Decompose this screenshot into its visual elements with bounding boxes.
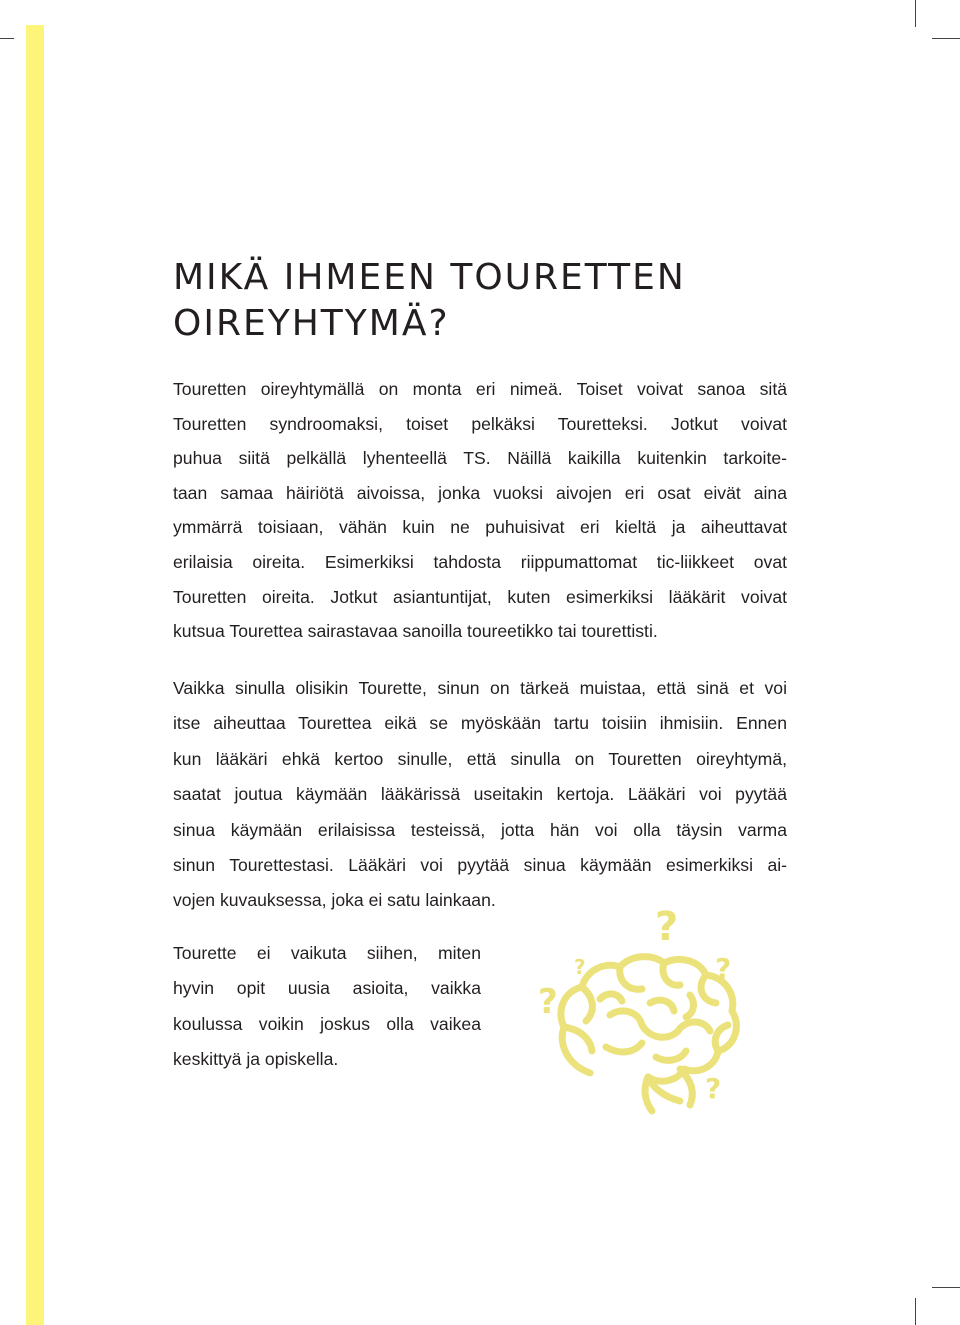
page-title-line: OIREYHTYMÄ? [173, 303, 450, 344]
brain-icon [530, 915, 770, 1115]
question-mark-icon: ? [574, 955, 586, 979]
paragraph-names-of-tourette [173, 372, 787, 649]
crop-mark-bottom-right-h [932, 1287, 960, 1288]
paragraph-line: taan samaa häiriötä aivoissa, jonka vuoksi aivojen eri osat eivät aina [173, 482, 787, 503]
paragraph-line: kun lääkäri ehkä kertoo sinulle, että sinulla on Touretten oireyhtymä, [173, 748, 787, 769]
paragraph-line: hyvin opit uusia asioita, vaikka [173, 978, 481, 999]
crop-mark-bottom-right-v [915, 1298, 916, 1325]
question-mark-icon: ? [655, 904, 679, 950]
yellow-margin-band [26, 25, 44, 1325]
question-mark-icon: ? [715, 952, 732, 985]
paragraph-line: Tourette ei vaikuta siihen, miten [173, 943, 481, 963]
paragraph-line: erilaisia oireita. Esimerkiksi tahdosta riippumattomat tic-liikkeet ovat [173, 551, 787, 572]
paragraph-line: Touretten oireita. Jotkut asiantuntijat, kuten esimerkiksi lääkärit voivat [173, 586, 787, 607]
paragraph-line: keskittyä ja opiskella. [173, 1049, 339, 1070]
paragraph-line: puhua siitä pelkällä lyhenteellä TS. Näillä kaikilla kuitenkin tarkoite- [173, 448, 787, 469]
paragraph-line: saatat joutua käymään lääkärissä useitakin kertoja. Lääkäri voi pyytää [173, 784, 787, 805]
paragraph-line: Touretten syndroomaksi, toiset pelkäksi Touretteksi. Jotkut voivat [173, 413, 787, 434]
crop-mark-top-left [0, 38, 14, 39]
paragraph-diagnosis [173, 671, 787, 919]
page-title [173, 255, 773, 347]
brain-with-question-marks-illustration [530, 904, 770, 1115]
paragraph-line: sinun Tourettestasi. Lääkäri voi pyytää sinua käymään esimerkiksi ai- [173, 855, 787, 876]
page-title-line: MIKÄ IHMEEN TOURETTEN [173, 257, 686, 298]
paragraph-line: itse aiheuttaa Tourettea eikä se myöskään tartu toisiin ihmisiin. Ennen [173, 713, 787, 734]
paragraph-line: Touretten oireyhtymällä on monta eri nimeä. Toiset voivat sanoa sitä [173, 379, 787, 399]
paragraph-line: sinua käymään erilaisissa testeissä, jotta hän voi olla täysin varma [173, 819, 787, 840]
question-mark-icon: ? [705, 1072, 722, 1105]
paragraph-line: ymmärrä toisiaan, vähän kuin ne puhuisivat eri kieltä ja aiheuttavat [173, 517, 787, 538]
paragraph-learning [173, 936, 481, 1078]
paragraph-line: koulussa voikin joskus olla vaikea [173, 1013, 481, 1034]
paragraph-line: vojen kuvauksessa, joka ei satu lainkaan. [173, 890, 496, 911]
crop-mark-top-right-v [915, 0, 916, 27]
paragraph-line: kutsua Tourettea sairastavaa sanoilla toureetikko tai tourettisti. [173, 621, 658, 642]
crop-mark-top-right-h [932, 38, 960, 39]
question-mark-icon: ? [538, 982, 558, 1022]
paragraph-line: Vaikka sinulla olisikin Tourette, sinun on tärkeä muistaa, että sinä et voi [173, 678, 787, 698]
